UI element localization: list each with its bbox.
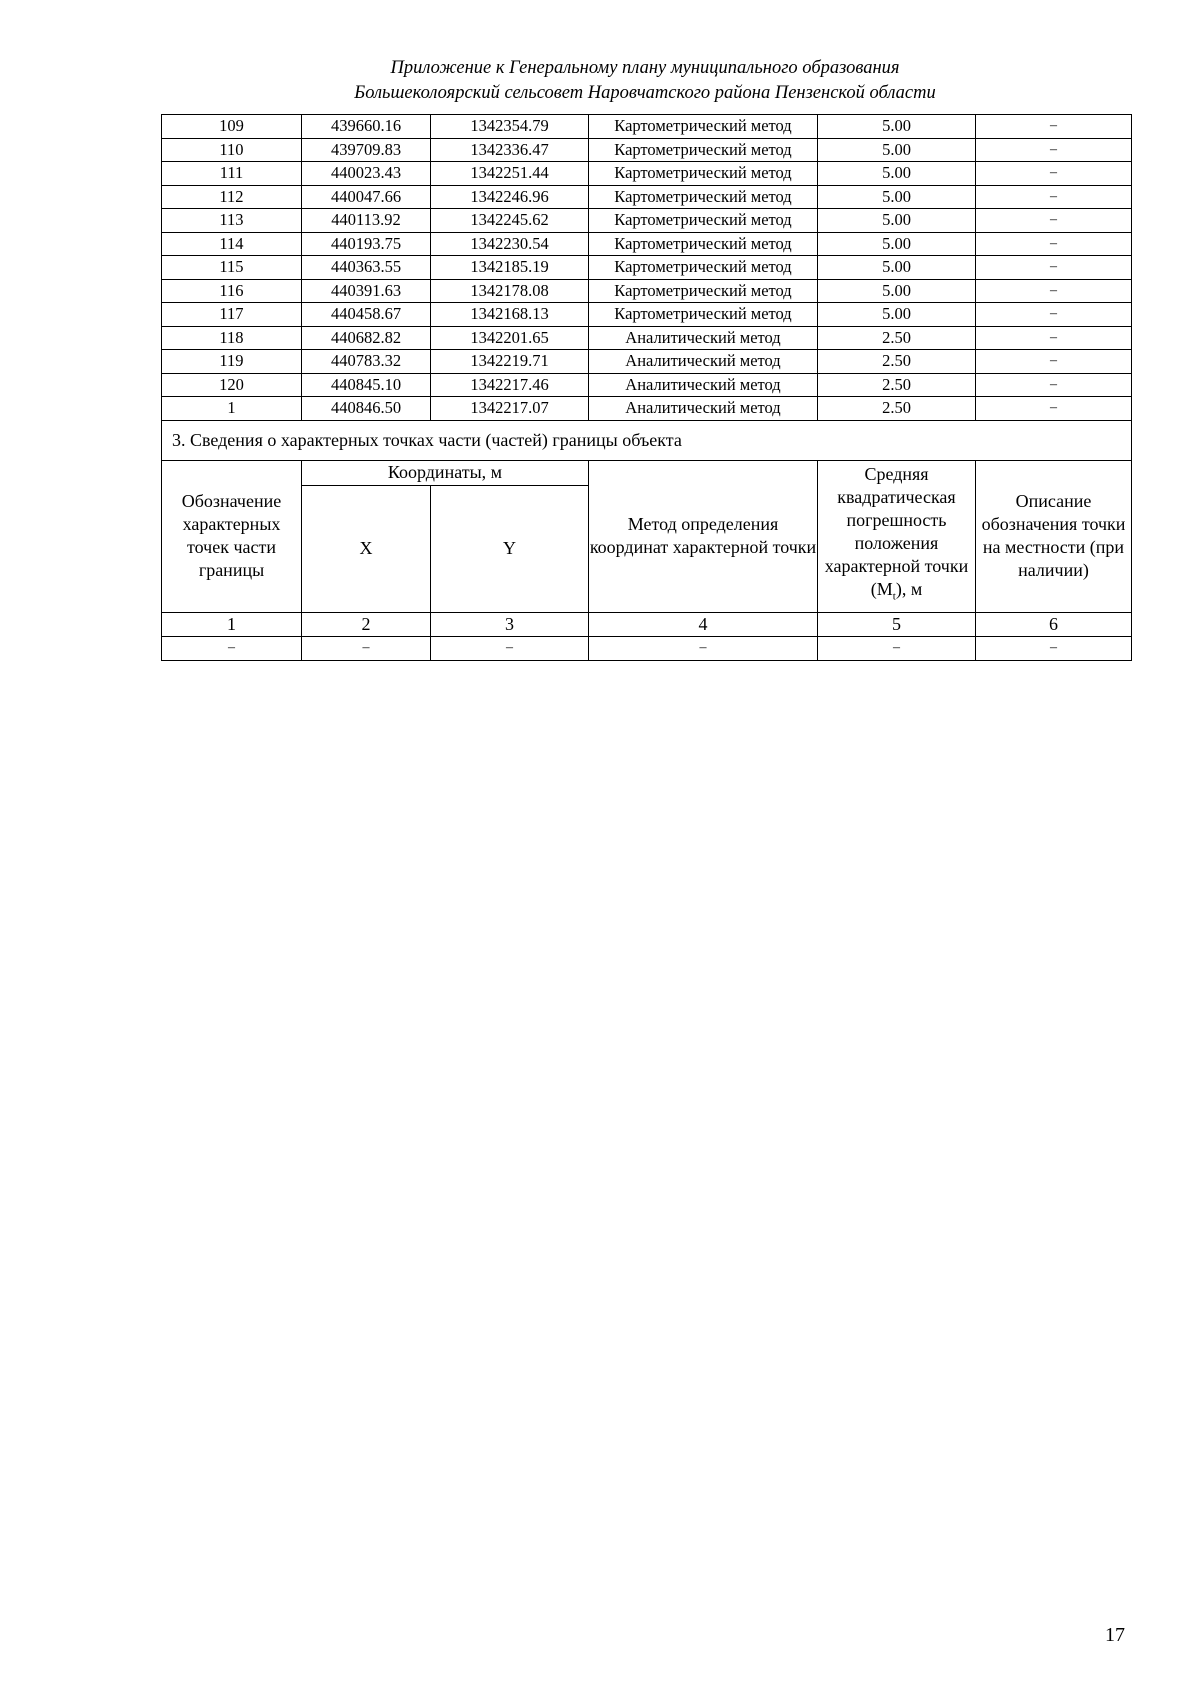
method-cell: Картометрический метод — [589, 279, 818, 303]
coordinate-y-cell: 1342246.96 — [431, 185, 589, 209]
column-number: 4 — [589, 612, 818, 636]
point-id-cell: 110 — [162, 138, 302, 162]
empty-cell: – — [302, 636, 431, 660]
table-row — [162, 350, 1132, 374]
coordinate-x-cell: 440193.75 — [302, 232, 431, 256]
document-header — [160, 56, 1130, 106]
description-cell: – — [976, 115, 1132, 139]
header-method: Метод определения координат характерной точки — [589, 460, 818, 612]
method-cell: Картометрический метод — [589, 232, 818, 256]
error-cell: 5.00 — [818, 279, 976, 303]
table-row — [162, 397, 1132, 421]
description-cell: – — [976, 185, 1132, 209]
table-row — [162, 373, 1132, 397]
header-line-2: Большеколоярский сельсовет Наровчатского района Пензенской области — [354, 83, 936, 103]
point-id-cell: 111 — [162, 162, 302, 186]
coordinate-x-cell: 440113.92 — [302, 209, 431, 233]
column-number: 6 — [976, 612, 1132, 636]
table-row — [162, 209, 1132, 233]
error-cell: 2.50 — [818, 350, 976, 374]
header-error-subscript: t — [892, 590, 896, 603]
method-cell: Аналитический метод — [589, 326, 818, 350]
coordinate-y-cell: 1342230.54 — [431, 232, 589, 256]
header-error-unit: ), м — [895, 579, 923, 600]
method-cell: Аналитический метод — [589, 373, 818, 397]
error-cell: 2.50 — [818, 326, 976, 350]
empty-cell: – — [431, 636, 589, 660]
point-id-cell: 117 — [162, 303, 302, 327]
column-number: 2 — [302, 612, 431, 636]
empty-cell: – — [818, 636, 976, 660]
point-id-cell: 113 — [162, 209, 302, 233]
point-id-cell: 115 — [162, 256, 302, 280]
description-cell: – — [976, 350, 1132, 374]
coordinate-y-cell: 1342201.65 — [431, 326, 589, 350]
method-cell: Картометрический метод — [589, 303, 818, 327]
header-coordinates: Координаты, м — [302, 460, 589, 485]
header-line-1: Приложение к Генеральному плану муниципального образования — [390, 58, 900, 78]
point-id-cell: 116 — [162, 279, 302, 303]
empty-cell: – — [589, 636, 818, 660]
section-3-title: 3. Сведения о характерных точках части (частей) границы объекта — [162, 420, 1132, 460]
header-error — [818, 460, 976, 612]
point-id-cell: 118 — [162, 326, 302, 350]
description-cell: – — [976, 279, 1132, 303]
description-cell: – — [976, 209, 1132, 233]
method-cell: Картометрический метод — [589, 138, 818, 162]
description-cell: – — [976, 326, 1132, 350]
description-cell: – — [976, 373, 1132, 397]
coordinate-x-cell: 440458.67 — [302, 303, 431, 327]
empty-data-row — [162, 636, 1132, 660]
coordinate-y-cell: 1342178.08 — [431, 279, 589, 303]
coordinate-y-cell: 1342217.46 — [431, 373, 589, 397]
error-cell: 5.00 — [818, 115, 976, 139]
header-y: Y — [431, 485, 589, 612]
description-cell: – — [976, 232, 1132, 256]
column-number: 1 — [162, 612, 302, 636]
coordinate-y-cell: 1342251.44 — [431, 162, 589, 186]
coordinate-y-cell: 1342219.71 — [431, 350, 589, 374]
error-cell: 2.50 — [818, 373, 976, 397]
error-cell: 5.00 — [818, 162, 976, 186]
coordinate-x-cell: 440682.82 — [302, 326, 431, 350]
empty-cell: – — [976, 636, 1132, 660]
coordinate-x-cell: 440391.63 — [302, 279, 431, 303]
page-number: 17 — [1105, 1624, 1125, 1646]
point-id-cell: 109 — [162, 115, 302, 139]
table-row — [162, 279, 1132, 303]
error-cell: 5.00 — [818, 185, 976, 209]
error-cell: 5.00 — [818, 138, 976, 162]
coordinate-y-cell: 1342354.79 — [431, 115, 589, 139]
point-id-cell: 119 — [162, 350, 302, 374]
table-row — [162, 162, 1132, 186]
method-cell: Картометрический метод — [589, 256, 818, 280]
description-cell: – — [976, 162, 1132, 186]
table-row — [162, 115, 1132, 139]
table-row — [162, 326, 1132, 350]
method-cell: Аналитический метод — [589, 350, 818, 374]
table-row — [162, 303, 1132, 327]
description-cell: – — [976, 138, 1132, 162]
description-cell: – — [976, 397, 1132, 421]
coordinate-y-cell: 1342168.13 — [431, 303, 589, 327]
description-cell: – — [976, 303, 1132, 327]
point-id-cell: 114 — [162, 232, 302, 256]
coordinate-x-cell: 440363.55 — [302, 256, 431, 280]
section-3 — [162, 420, 1132, 660]
method-cell: Картометрический метод — [589, 115, 818, 139]
coordinate-y-cell: 1342217.07 — [431, 397, 589, 421]
coordinate-x-cell: 440047.66 — [302, 185, 431, 209]
error-cell: 2.50 — [818, 397, 976, 421]
header-designation: Обозначение характерных точек части границы — [162, 460, 302, 612]
method-cell: Аналитический метод — [589, 397, 818, 421]
point-id-cell: 1 — [162, 397, 302, 421]
empty-cell: – — [162, 636, 302, 660]
coordinate-y-cell: 1342185.19 — [431, 256, 589, 280]
coordinate-x-cell: 439660.16 — [302, 115, 431, 139]
header-x: X — [302, 485, 431, 612]
header-description: Описание обозначения точки на местности (при наличии) — [976, 460, 1132, 612]
coordinate-x-cell: 439709.83 — [302, 138, 431, 162]
coordinate-x-cell: 440023.43 — [302, 162, 431, 186]
error-cell: 5.00 — [818, 209, 976, 233]
table-row — [162, 256, 1132, 280]
table-row — [162, 232, 1132, 256]
coordinate-y-cell: 1342245.62 — [431, 209, 589, 233]
method-cell: Картометрический метод — [589, 162, 818, 186]
coordinate-x-cell: 440846.50 — [302, 397, 431, 421]
point-id-cell: 112 — [162, 185, 302, 209]
table-row — [162, 138, 1132, 162]
description-cell: – — [976, 256, 1132, 280]
point-rows — [162, 115, 1132, 421]
column-number: 5 — [818, 612, 976, 636]
point-id-cell: 120 — [162, 373, 302, 397]
header-error-text: Средняя квадратическая погрешность положения характерной точки (M — [824, 464, 969, 600]
error-cell: 5.00 — [818, 303, 976, 327]
error-cell: 5.00 — [818, 256, 976, 280]
table-row — [162, 185, 1132, 209]
coordinate-x-cell: 440845.10 — [302, 373, 431, 397]
coordinate-x-cell: 440783.32 — [302, 350, 431, 374]
column-number: 3 — [431, 612, 589, 636]
method-cell: Картометрический метод — [589, 185, 818, 209]
error-cell: 5.00 — [818, 232, 976, 256]
coordinate-y-cell: 1342336.47 — [431, 138, 589, 162]
boundary-points-table — [161, 114, 1132, 661]
method-cell: Картометрический метод — [589, 209, 818, 233]
column-number-row — [162, 612, 1132, 636]
